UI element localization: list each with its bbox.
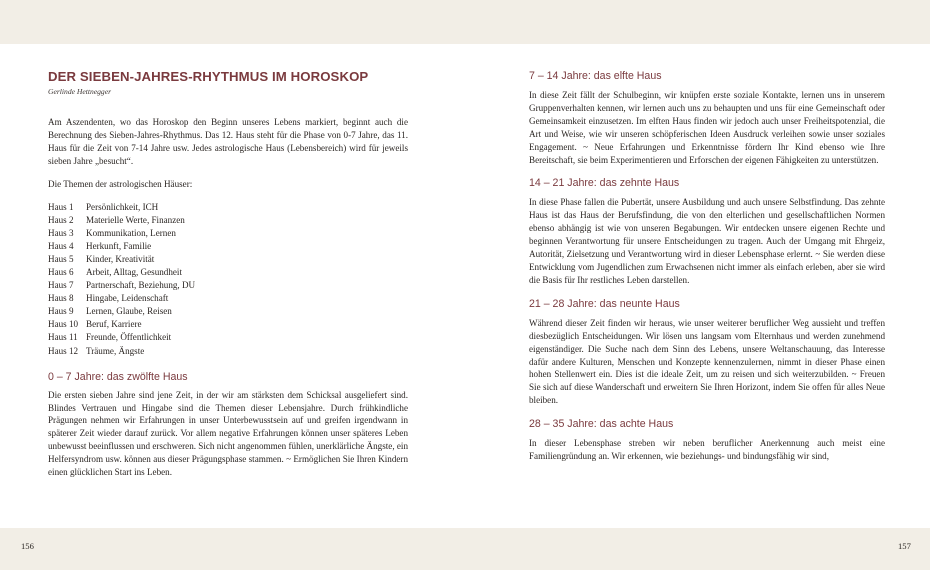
section-text: In diese Phase fallen die Pubertät, unsere Ausbildung und auch unsere Selbstfindung. Das zehnte Haus ist das Haus der Berufsfindung, die von den elterlichen und gesellschaftlichen Normen ebenso abhängig ist wie von unseren Begabungen. Wir entdecken unsere eigenen Rechte und beginnen Verantwortung für unsere Entscheidungen zu tragen. Auch der Umgang mit Ehrgeiz, Autorität, Zielsetzung und Verantwortung wird in dieser Lebensphase erlernt. ~ Sie werden diese Entwicklung vom Jugendlichen zum Erwachsenen nicht immer als einfach erleben, aber sie wird die Basis für Ihr restliches Leben darstellen. [529,197,885,285]
section-text: Die ersten sieben Jahre sind jene Zeit, in der wir am stärksten dem Schicksal ausgeliefert sind. Blindes Vertrauen und Hingabe sind die Themen dieser Lebensjahre. Durch frühkindliche Prägungen nehmen wir Erfahrungen in unser Unterbewusstsein auf und greifen irgendwann in späterer Zeit wieder darauf zurück. Vor allem negative Erfahrungen können unser späteres Leben unbewusst beeinflussen und erschweren. Sich nicht angenommen fühlen, unerklärliche Ängste, ein Helfersyndrom usw. können aus dieser Prägungsphase stammen. ~ Ermöglichen Sie Ihren Kindern einen glücklichen Start ins Leben. [48,389,408,478]
section-heading: 7 – 14 Jahre: das elfte Haus [529,70,662,82]
house-theme: Lernen, Glaube, Reisen [86,306,172,317]
article-title: DER SIEBEN-JAHRES-RHYTHMUS IM HOROSKOP [48,69,369,84]
left-page [48,69,408,479]
section-0-7 [48,370,408,479]
house-name: Haus 4 [48,240,74,251]
intro-paragraph: Am Aszendenten, wo das Horoskop den Beginn unseres Lebens markiert, beginnt auch die Berechnung des Sieben-Jahres-Rhythmus. Das 12. Haus steht für die Phase von 0-7 Jahre, das 11. Haus für die Zeit von 7-14 Jahre usw. Jedes astrologische Haus (Lebensbereich) wird für jeweils sieben Jahre „besucht“. [48,117,408,166]
section-text: In diese Zeit fällt der Schulbeginn, wir knüpfen erste soziale Kontakte, lernen uns in unserem Gruppenverhalten kennen, wir lernen auch uns zu behaupten und uns für eine Gemeinschaft oder Gemeinsamkeit einzusetzen. Im elften Haus finden wir jedoch auch unser Freiheitspotenzial, die Art und Weise, wie wir unseren schöpferischen Ideen Ausdruck verleihen sowie unser soziales Engagement. ~ Neue Erfahrungen und Erkenntnisse fördern Ihr Kind ebenso wie Ihre Bereitschaft, sie beim Experimentieren und Erforschen der eigenen Fähigkeiten zu unterstützen. [529,90,885,165]
house-theme: Kinder, Kreativität [86,253,155,264]
section-heading: 21 – 28 Jahre: das neunte Haus [529,297,680,310]
houses-list [48,201,408,358]
section-14-21 [529,176,885,286]
section-heading: 0 – 7 Jahre: das zwölfte Haus [48,370,188,383]
author-name: Gerlinde Hettnegger [48,87,112,96]
house-name: Haus 10 [48,319,79,330]
house-row [48,345,408,358]
house-theme: Arbeit, Alltag, Gesundheit [86,267,182,277]
house-name: Haus 11 [48,332,78,343]
house-row [48,201,408,214]
house-row [48,240,408,253]
house-row [48,279,408,292]
section-text: In dieser Lebensphase streben wir neben beruflicher Anerkennung auch meist eine Familiengründung an. Wir erkennen, wie beziehungs- und bindungsfähig wir sind, [529,438,885,462]
house-theme: Kommunikation, Lernen [86,227,176,238]
house-row [48,318,408,331]
house-row [48,292,408,305]
house-name: Haus 2 [48,214,74,225]
section-heading: 14 – 21 Jahre: das zehnte Haus [529,177,680,190]
house-row [48,266,408,279]
house-row [48,253,408,266]
house-name: Haus 6 [48,267,74,277]
house-name: Haus 12 [48,345,79,356]
house-name: Haus 5 [48,253,74,264]
right-page [529,69,885,463]
house-theme: Partnerschaft, Beziehung, DU [86,280,196,291]
house-name: Haus 9 [48,306,74,317]
section-heading: 28 – 35 Jahre: das achte Haus [529,418,674,431]
house-row [48,305,408,318]
page-number-left: 156 [21,541,34,551]
page-number-right: 157 [898,541,911,551]
house-name: Haus 8 [48,293,74,304]
book-spread [0,44,930,528]
house-theme: Beruf, Karriere [86,319,142,330]
house-theme: Herkunft, Familie [86,240,152,251]
house-theme: Persönlichkeit, ICH [86,201,159,212]
section-text: Während dieser Zeit finden wir heraus, wie unser weiterer beruflicher Weg aussieht und treffen diesbezüglich Entscheidungen. Wir lösen uns langsam vom Elternhaus und werden zunehmend eigenständiger. Die Suche nach dem Sinn des Lebens, unsere Weltanschauung, das Interesse dafür andere Kulturen, Menschen und Konzepte kennenzulernen, nimmt in dieser Phase einen hohen Stellenwert ein. Dies ist die ideale Zeit, um zu reisen und sich weiterzubilden. ~ Freuen Sie sich auf diese Wanderschaft und erweitern Sie Ihren Horizont, indem Sie offen für alles Neue bleiben. [529,317,885,406]
section-21-28 [529,297,885,407]
house-name: Haus 7 [48,280,74,291]
house-row [48,331,408,344]
house-theme: Freunde, Öffentlichkeit [86,332,172,343]
section-7-14 [529,69,885,166]
house-row [48,227,408,240]
house-name: Haus 1 [48,201,74,212]
house-theme: Hingabe, Leidenschaft [86,293,169,304]
section-28-35 [529,417,885,463]
house-theme: Materielle Werte, Finanzen [86,214,185,225]
house-row [48,214,408,227]
themes-label: Die Themen der astrologischen Häuser: [48,178,193,189]
house-theme: Träume, Ängste [86,345,145,356]
house-name: Haus 3 [48,227,74,238]
